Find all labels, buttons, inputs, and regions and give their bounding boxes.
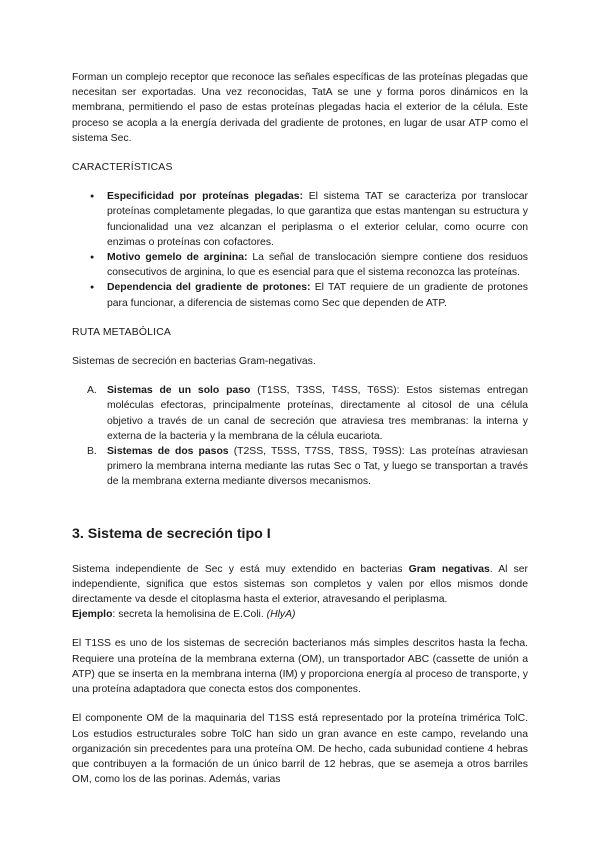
item-marker: B. (87, 446, 97, 458)
list-item (87, 383, 528, 444)
item-term: Sistemas de un solo paso (107, 385, 251, 397)
item-marker: A. (87, 385, 97, 397)
list-item (107, 189, 528, 250)
text-run: . Al ser independiente, significa que estos sistemas son completos y valen por ellos mismos donde directamente va desde el citoplasma hasta el exterior, atravesando el periplasma. (72, 563, 528, 606)
section-paragraph-2: El T1SS es uno de los sistemas de secreción bacterianos más simples descritos hasta la fecha. Requiere una proteína de la membrana externa (OM), un transportador ABC (cassette de unión a ATP) que se inserta en la membrana interna (IM) y proporciona energía al proceso de transporte, y una proteína adaptadora que conecta estos dos componentes. (72, 638, 528, 696)
ruta-heading: RUTA METABÓLICA (72, 326, 172, 338)
caracteristicas-list (72, 189, 528, 311)
example-label: Ejemplo (72, 609, 113, 621)
text-run: Sistema independiente de Sec y está muy extendido en bacterias (72, 563, 409, 575)
caracteristicas-heading: CARACTERÍSTICAS (72, 162, 173, 174)
ruta-list (72, 383, 528, 489)
intro-paragraph: Forman un complejo receptor que reconoce las señales específicas de las proteínas plegadas que necesitan ser exportadas. Una vez reconocidas, TatA se une y forma poros dinámicos en la membrana, permitiendo el paso de estas proteínas plegadas hacia el exterior de la célula. Este proceso se acopla a la energía derivada del gradiente de protones, en lugar de usar ATP como el sistema Sec. (72, 72, 528, 144)
section-paragraph-3: El componente OM de la maquinaria del T1SS está representado por la proteína trimérica TolC. Los estudios estructurales sobre TolC han sido un gran avance en este campo, revelando una organización sin precedentes para una proteína OM. De hecho, cada subunidad contiene 4 hebras que contribuyen a la formación de un único barril de 12 hebras, que se asemeja a otros barriles OM, como los de las porinas. Además, varias (72, 713, 528, 786)
section-paragraph-1 (72, 562, 528, 608)
list-item (107, 280, 528, 310)
item-text: El TAT requiere de un gradiente de protones para funcionar, a diferencia de sistemas como Sec que dependen de ATP. (107, 282, 528, 309)
item-term: Sistemas de dos pasos (107, 446, 229, 458)
example-text: : secreta la hemolisina de E.Coli. (112, 609, 267, 621)
ruta-subtitle: Sistemas de secreción en bacterias Gram-negativas. (72, 356, 316, 368)
list-item (107, 250, 528, 280)
document-page (72, 70, 528, 787)
item-text: (T2SS, T5SS, T7SS, T8SS, T9SS): Las proteínas atraviesan primero la membrana interna mediante las rutas Sec o Tat, y luego se transportan a través de la membrana externa mediante diversos mecanismos. (107, 446, 529, 488)
item-term: Dependencia del gradiente de protones: (107, 282, 311, 294)
item-text: La señal de translocación siempre contiene dos residuos consecutivos de arginina, lo que es esencial para que el sistema reconozca las proteínas. (107, 252, 528, 279)
item-term: Especificidad por proteínas plegadas: (107, 191, 304, 203)
section-title: 3. Sistema de secreción tipo I (72, 525, 271, 542)
example-line (72, 607, 528, 622)
item-term: Motivo gemelo de arginina: (107, 252, 248, 264)
item-text: El sistema TAT se caracteriza por translocar proteínas completamente plegadas, lo que garantiza que estas mantengan su estructura y funcionalidad una vez alcanzan el periplasma o el exterior celular, como ocurre con enzimas o proteínas con cofactores. (107, 191, 528, 248)
bold-term: Gram negativas (408, 563, 490, 575)
list-item (87, 444, 529, 490)
item-text: (T1SS, T3SS, T4SS, T6SS): Estos sistemas entregan moléculas efectoras, principalmente proteínas, directamente al citosol de una célula objetivo a través de un canal de secreción que atraviesa tres membranas: la interna y externa de la bacteria y la membrana de la célula eucariota. (107, 385, 528, 442)
example-italic: (HlyA) (266, 609, 296, 621)
